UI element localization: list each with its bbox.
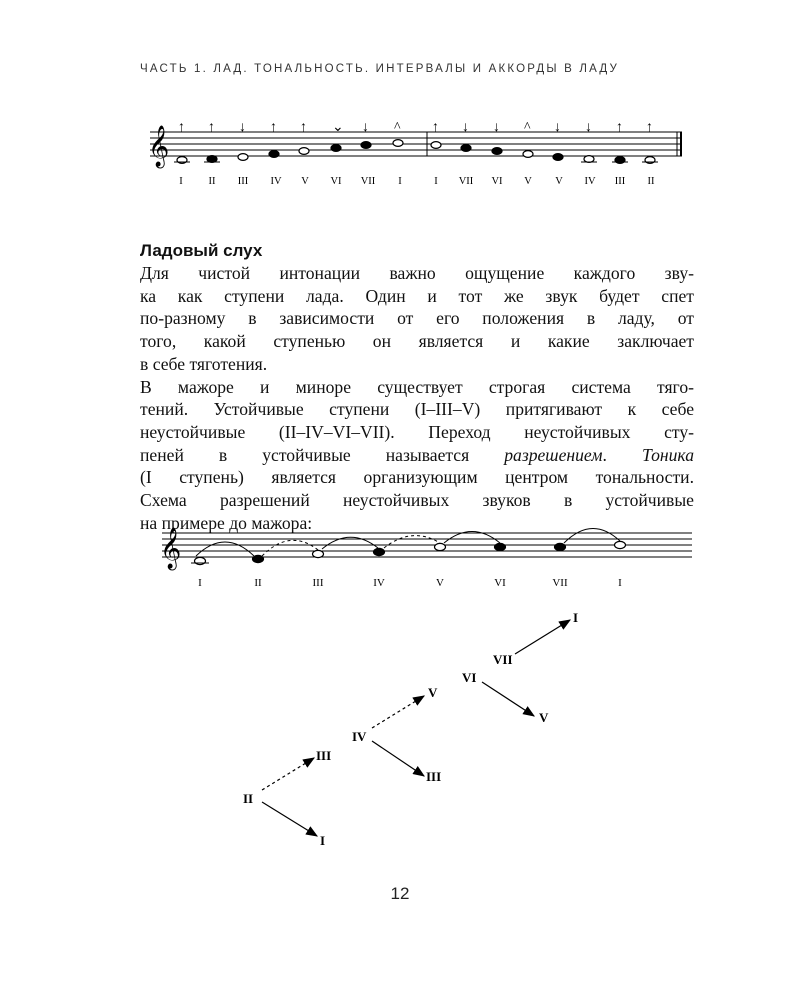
scale-degree-label: IV <box>584 176 596 187</box>
text-line: пеней в устойчивые называется разрешением. Тоника <box>140 444 694 465</box>
scale-degree-label: I <box>398 176 402 187</box>
tendency-arrow-icon: ↓ <box>493 120 500 135</box>
scale-degree-label: III <box>237 176 249 187</box>
page-number: 12 <box>390 884 410 903</box>
node-vi: VI <box>462 670 477 685</box>
scale-degree-label: IV <box>270 176 282 187</box>
node-i-low: I <box>320 833 326 848</box>
scale-degree-label: VI <box>330 176 342 187</box>
arrow-iv-iii <box>372 741 424 776</box>
node-v-resolution: V <box>539 710 549 725</box>
tendency-arrow-icon: ↑ <box>270 120 277 135</box>
term-tonic: Тоника <box>641 444 694 465</box>
tendency-arrow-icon: ↓ <box>239 120 246 135</box>
tendency-arrow-icon: ↑ <box>616 120 623 135</box>
arrow-ii-iii <box>262 758 314 790</box>
resolution-degree-label: V <box>436 577 444 589</box>
tendency-arrow-icon: ^ <box>394 120 401 135</box>
tendency-arrow-icon: ↑ <box>646 120 653 135</box>
text-line: (I ступень) является организующим центром тональности. <box>140 467 694 488</box>
scale-degree-label: I <box>179 176 183 187</box>
scale-degree-label: VII <box>458 176 474 187</box>
arrow-vi-v <box>482 682 534 716</box>
text-line: Для чистой интонации важно ощущение каждого зву- <box>140 263 694 283</box>
tendency-arrow-icon: ↑ <box>178 120 185 135</box>
running-head: ЧАСТЬ 1. ЛАД. ТОНАЛЬНОСТЬ. ИНТЕРВАЛЫ И АККОРДЫ В ЛАДУ <box>140 63 620 75</box>
node-iii-resolution: III <box>426 769 442 784</box>
scale-degree-label: VII <box>360 176 376 187</box>
resolution-degree-label: VI <box>494 577 506 589</box>
term-resolution: разрешением <box>504 444 603 465</box>
section-heading: Ладовый слух <box>140 241 263 260</box>
scale-degree-label: V <box>524 176 532 187</box>
text-line: на примере до мажора: <box>140 512 313 533</box>
node-v: V <box>428 685 438 700</box>
text-line: того, какой ступенью он является и какие заключает <box>140 331 694 352</box>
tendency-arrow-icon: ↓ <box>554 120 561 135</box>
arrow-iv-v <box>372 696 424 728</box>
treble-clef-icon: 𝄞 <box>148 126 170 166</box>
tendency-arrow-icon: ↑ <box>432 120 439 135</box>
treble-clef-icon: 𝄞 <box>160 528 182 568</box>
tendency-arrow-icon: ⌄ <box>332 120 344 135</box>
resolution-degree-label: IV <box>373 577 385 589</box>
text-line: Схема разрешений неустойчивых звуков в устойчивые <box>140 490 694 511</box>
arrow-vii-i <box>515 620 570 654</box>
resolution-degree-label: I <box>198 577 202 589</box>
tendency-arrow-icon: ↓ <box>362 120 369 135</box>
scale-degree-label: II <box>647 176 655 187</box>
tendency-arrow-icon: ↓ <box>462 120 469 135</box>
scale-degree-label: I <box>434 176 438 187</box>
tendency-arrow-icon: ↑ <box>208 120 215 135</box>
text-line: неустойчивые (II–IV–VI–VII). Переход неустойчивых сту- <box>140 421 694 442</box>
resolution-degree-label: II <box>254 577 262 589</box>
scale-degree-label: VI <box>491 176 503 187</box>
tendency-arrow-icon: ↓ <box>585 120 592 135</box>
resolution-degree-label: I <box>618 577 622 589</box>
scale-degree-label: V <box>555 176 563 187</box>
node-ii: II <box>243 791 254 806</box>
text-line: тений. Устойчивые ступени (I–III–V) притягивают к себе <box>140 399 694 420</box>
node-iii: III <box>316 748 332 763</box>
text-line: в себе тяготения. <box>140 353 268 374</box>
tendency-arrow-icon: ^ <box>524 120 531 135</box>
text-line: по-разному в зависимости от его положения в ладу, от <box>140 308 694 329</box>
node-i-top: I <box>573 610 579 625</box>
text-line: В мажоре и миноре существует строгая система тяго- <box>140 376 694 397</box>
resolution-degree-label: VII <box>552 577 568 589</box>
arrow-ii-i <box>262 802 317 836</box>
node-vii: VII <box>493 652 513 667</box>
scale-degree-label: V <box>301 176 309 187</box>
resolution-degree-label: III <box>312 577 324 589</box>
tendency-arrow-icon: ↑ <box>300 120 307 135</box>
node-iv: IV <box>352 729 367 744</box>
text-line: ка как ступени лада. Один и тот же звук будет спет <box>140 285 694 306</box>
scale-degree-label: II <box>208 176 216 187</box>
scale-degree-label: III <box>614 176 626 187</box>
